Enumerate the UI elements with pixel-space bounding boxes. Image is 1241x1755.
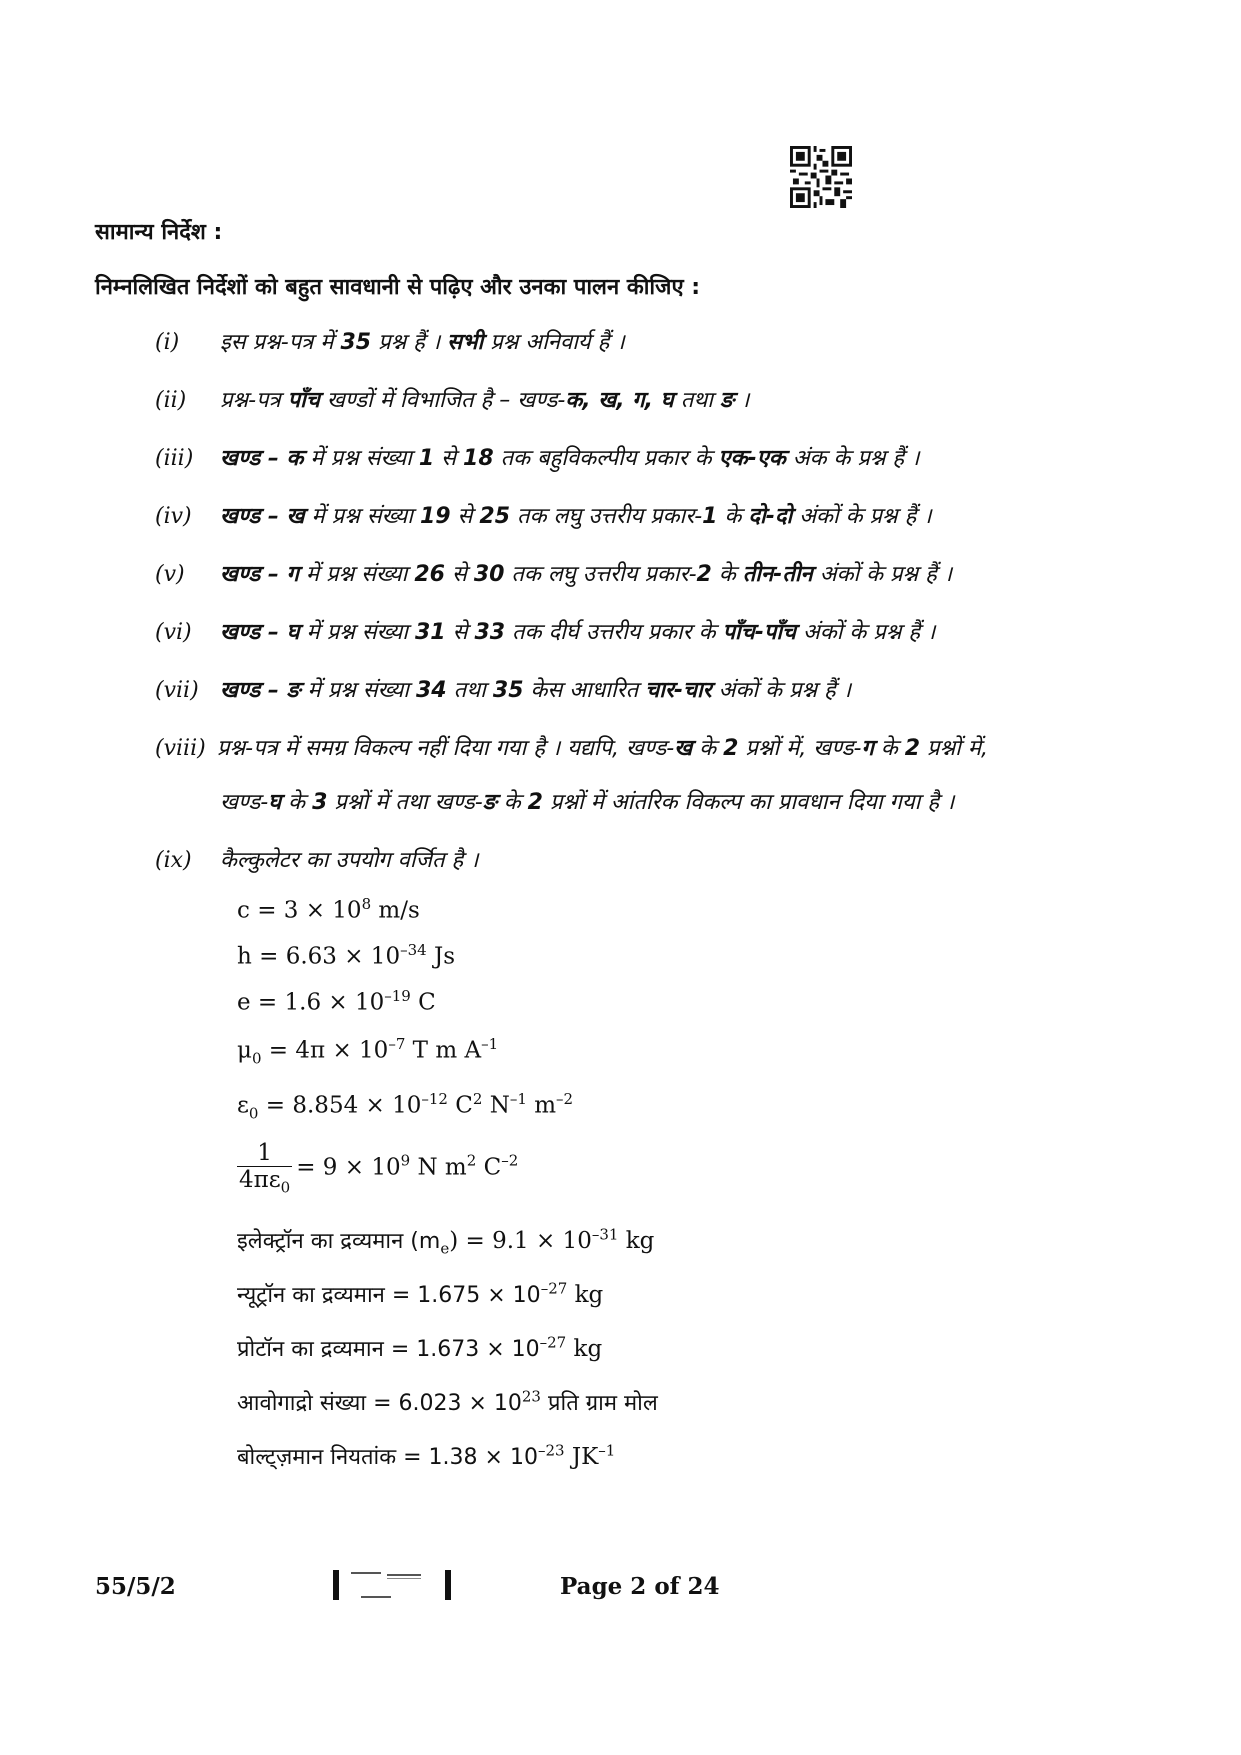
constant-coulomb: $\frac{1}{4\pi\varepsilon_0}$ = $9 \times 10^9$ N $m^2$ $C^{-2}$ (239, 1140, 519, 1197)
constant-planck: $h = 6.63 \times 10^{-34}$ Js (237, 941, 456, 970)
instruction-item: (ii) प्रश्न-पत्र पाँच खण्डों में विभाजित है – खण्ड-क, ख, ग, घ तथा ङ । (155, 388, 750, 413)
constant-speed-of-light: $c = 3 \times 10^8$ m/s (237, 895, 420, 924)
constant-neutron-mass: न्यूट्रॉन का द्रव्यमान = $1.675 \times 10^{-27}$ kg (237, 1279, 604, 1308)
instruction-item-continued: खण्ड-घ के 3 प्रश्नों में तथा खण्ड-ङ के 2 प्रश्नों में आंतरिक विकल्प का प्रावधान दिया गया है । (220, 790, 955, 815)
qr-code-icon (790, 146, 852, 208)
instructions-subtitle: निम्नलिखित निर्देशों को बहुत सावधानी से पढ़िए और उनका पालन कीजिए : (95, 275, 701, 300)
instruction-item: (iv) खण्ड – ख में प्रश्न संख्या 19 से 25 तक लघु उत्तरीय प्रकार-1 के दो-दो अंकों के प्रश्न हैं । (155, 504, 932, 529)
constant-electron-mass: इलेक्ट्रॉन का द्रव्यमान $(m_e) = 9.1 \times 10^{-31}$ kg (237, 1225, 655, 1258)
constant-boltzmann: बोल्ट्ज़मान नियतांक = $1.38 \times 10^{-23}$ $JK^{-1}$ (237, 1441, 616, 1470)
fraction: $\frac{1}{4\pi\varepsilon_0}$ (239, 1140, 291, 1197)
constant-avogadro: आवोगाद्रो संख्या = $6.023 \times 10^{23}$ प्रति ग्राम मोल (237, 1387, 658, 1416)
instruction-item: (vi) खण्ड – घ में प्रश्न संख्या 31 से 33 तक दीर्घ उत्तरीय प्रकार के पाँच-पाँच अंकों के प्रश्न हैं । (155, 620, 936, 645)
instruction-item: (i) इस प्रश्न-पत्र में 35 प्रश्न हैं । सभी प्रश्न अनिवार्य हैं । (155, 330, 625, 355)
paper-code: 55/5/2 (95, 1573, 176, 1600)
constant-permeability: $\mu_0 = 4\pi \times 10^{-7}$ T m $A^{-1}$ (237, 1035, 499, 1068)
constant-electron-charge: $e = 1.6 \times 10^{-19}$ C (237, 987, 436, 1016)
instruction-item: (iii) खण्ड – क में प्रश्न संख्या 1 से 18 तक बहुविकल्पीय प्रकार के एक-एक अंक के प्रश्न हैं । (155, 446, 920, 471)
constant-proton-mass: प्रोटॉन का द्रव्यमान = $1.673 \times 10^{-27}$ kg (237, 1333, 603, 1362)
instruction-item: (ix) कैल्कुलेटर का उपयोग वर्जित है । (155, 848, 479, 873)
instruction-item: (vii) खण्ड – ङ में प्रश्न संख्या 34 तथा 35 केस आधारित चार-चार अंकों के प्रश्न हैं । (155, 678, 852, 703)
page-number: Page 2 of 24 (560, 1573, 720, 1600)
instructions-title: सामान्य निर्देश : (95, 220, 223, 245)
instruction-item: (viii) प्रश्न-पत्र में समग्र विकल्प नहीं दिया गया है । यद्यपि, खण्ड-ख के 2 प्रश्नों में, खण्ड-ग के 2 प्रश्नों में, (155, 736, 988, 761)
instruction-item: (v) खण्ड – ग में प्रश्न संख्या 26 से 30 तक लघु उत्तरीय प्रकार-2 के तीन-तीन अंकों के प्रश्न हैं । (155, 562, 953, 587)
constant-permittivity: $\varepsilon_0 = 8.854 \times 10^{-12}$ $C^2$ $N^{-1}$ $m^{-2}$ (237, 1090, 574, 1123)
barcode-icon (333, 1568, 453, 1602)
